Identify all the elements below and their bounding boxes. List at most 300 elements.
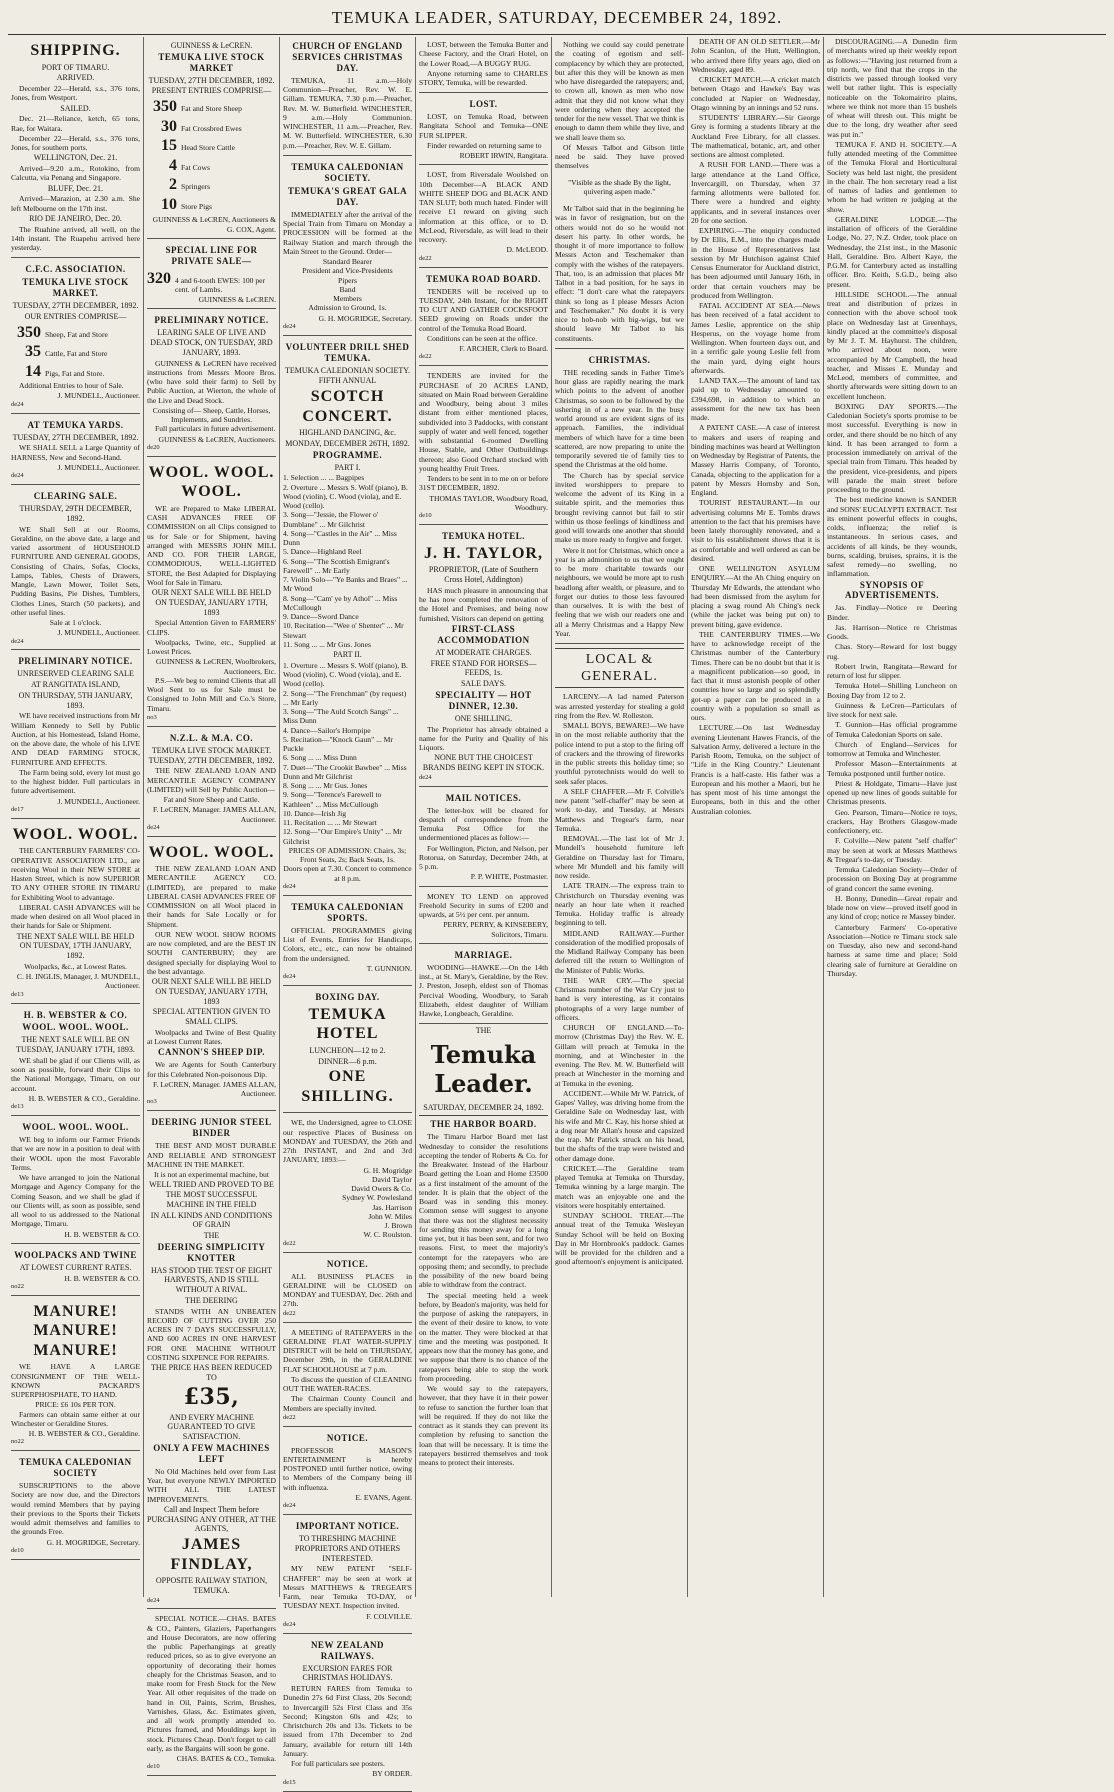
hotel-proprietor-name: J. H. TAYLOR, <box>424 544 543 562</box>
local-item: SUNDAY SCHOOL TREAT.—The annual treat of the Temuka Wesleyan Sunday School will be held on Boxing Day in Mr Hornbrook's paddock. Games will be provided for the children and a good afternoon's enjoyment is anticipated. <box>555 1211 684 1267</box>
marriage-title: MARRIAGE. <box>454 949 513 960</box>
church-title: CHURCH OF ENGLAND SERVICES CHRISTMAS DAY. <box>292 41 403 73</box>
gala-order-item: Standard Bearer <box>322 257 373 267</box>
hotel-text-3: NONE BUT THE CHOICEST BRANDS BEING KEPT IN STOCK. <box>422 753 545 773</box>
boxing-price: ONE SHILLING. <box>301 1068 394 1105</box>
private-sale-block <box>147 241 276 310</box>
guinness-livestock-block <box>147 37 276 239</box>
news-item: LECTURE.—On last Wednesday evening Lieutenant Hawes Francis, of the Salvation Army, delivered a lecture in the Parish Room, Temuka, on the subject of "Life in the King Country." Lieutenant Francis is a half-caste. His father was a European and his mother a Maori, but he has spent most of his time amongst the Europeans, both in this and the other Australian colonies. <box>691 723 820 816</box>
wellington-heading: WELLINGTON, Dec. 21. <box>33 153 118 163</box>
geraldine-notice-title: NOTICE. <box>326 1258 369 1269</box>
entry-number: 350 <box>153 98 177 116</box>
yards-sig: J. MUNDELL, Auctioneer. <box>57 462 140 472</box>
programme-item: 3. Song—"Jessie, the Flower o' Dumblane" ... Mr Gilchrist <box>283 510 379 529</box>
news-item: TEMUKA F. AND H. SOCIETY.—A fully attended meeting of the Committee of the Temuka Floral and Horticultural Society was held last night, the president in the chair. The hon secretary read a list of names of ladies and gentlemen to whom he had written re judging at the show. <box>827 139 957 214</box>
yards-date: TUESDAY, 27TH DECEMBER, 1892. <box>12 432 139 442</box>
news-item: BOXING DAY SPORTS.—The Caledonian Society's sports promise to be most successful. Everything is now in order, and there should be no hitch of any kind. It has been arranged to form a procession immediately on arrival of the special train from Timaru. This headed by the president, vice-presidents, and pipers will parade the main street before proceeding to the ground. <box>827 401 957 494</box>
sheep-dip-text: We are Agents for South Canterbury for this Celebrated Non-poisonous Dip. <box>147 1060 276 1079</box>
programme-item: 12. Song—"Our Empire's Unity" ... Mr Gilchrist <box>283 827 403 846</box>
harbor-board-heading: THE HARBOR BOARD. <box>430 1119 537 1130</box>
clearing-sig: J. MUNDELL, Auctioneer. <box>57 628 140 638</box>
ad-code: de13 <box>11 1103 24 1111</box>
mail-sig: P. P. WHITE, Postmaster. <box>470 872 548 882</box>
g-livestock-date: TUESDAY, 27TH DECEMBER, 1892. <box>148 75 275 85</box>
hotel-stand: FREE STAND FOR HORSES—FEEDS, 1s. <box>430 658 537 678</box>
nzl-wool-sig: F. LeCREN, Manager. JAMES ALLAN, Auctioneer. <box>153 1079 276 1099</box>
threshing-sub: TO THRESHING MACHINE PROPRIETORS AND OTHERS INTERESTED. <box>294 1534 401 1563</box>
synopsis-item: Geo. Pearson, Timaru—Notice re toys, crackers, Hay Brothers Glasgow-made confectionery, etc. <box>827 807 957 836</box>
closing-name: Sydney W. Powlesland <box>342 1193 412 1203</box>
concert-sub: HIGHLAND DANCING, &c. <box>299 428 396 438</box>
programme-item: 5. Dance—Highland Reel <box>283 547 362 557</box>
programme-item: 9. Song—"Terence's Farewell to Kathleen" ... Miss McCullough <box>283 790 382 809</box>
ad-code: de22 <box>419 353 432 361</box>
money-sig: PERRY, PERRY, & KINSEBERY, Solicitors, Timaru. <box>443 920 548 939</box>
sports-text: OFFICIAL PROGRAMMES giving List of Events, Entries for Handicaps, Colors, etc., etc., can now be obtained from the undersigned. <box>283 925 412 963</box>
lost-slipper-sig: ROBERT IRWIN, Rangitata. <box>459 151 548 161</box>
ad-code: de24 <box>283 973 296 980</box>
news-item: The best medicine known is SANDER and SONS' EUCALYPTI EXTRACT. Test its eminent powerful effects in coughs, colds, influenza; the relief is instantaneous. In serious cases, and accidents of all kinds, be they wounds, burns, scalding, bruises, sprains, it is the safest remedy—no swelling, no inflammation. <box>827 495 957 579</box>
concert-annual: FIFTH ANNUAL <box>318 376 377 386</box>
wool2-text-2: We have arranged to join the National Mortgage and Agency Company for the Coming Season, and we shall be glad if our Clients will, as soon as possible, send all wool to us addressed to the National Mortgage, Timaru. <box>11 1173 140 1229</box>
prelim-date: ON THURSDAY, 5TH JANUARY, 1893. <box>18 690 133 710</box>
boxing-block <box>283 988 412 1114</box>
programme-item: 8. Song—"Cam' ye by Athol" ... Miss McCullough <box>283 593 398 612</box>
mason-text: PROFESSOR MASON'S ENTERTAINMENT is hereby POSTPONED until further notice, owing to Members of the Company being ill with influenza. <box>283 1445 412 1492</box>
rio-text: The Ruahine arrived, all well, on the 14th instant. The Ruapehu arrived here yesterday. <box>11 224 140 253</box>
leader-the: THE <box>475 1026 492 1036</box>
entry-number: 350 <box>17 323 41 341</box>
concert-venue: VOLUNTEER DRILL SHED TEMUKA. <box>285 341 410 363</box>
deering-the-2: THE DEERING <box>185 1295 238 1305</box>
editorial-paragraph: The Timaru Harbor Board met last Wednesday to consider the resolutions accepting the tender of Roberts & Co. for the Breakwater. Instead of the Harbour Board getting the Loan and Home £3500 as a first instalment of the amount of the tender. It is plain that the object of the Board was in sending this money. Common sense will suggest to anyone that there was not the slightest necessity for sending this money away for a long time yet, but it has been sent, and for two reasons. First, to meet the majority's contempt for the ratepayers who are opposing them; and secondly, to preclude the possibility of the new board being able to withdraw from the contract. <box>419 1132 548 1290</box>
closing-name: David Taylor <box>371 1174 412 1184</box>
hotel-text: HAS much pleasure in announcing that he has now completed the renovation of the Hotel and Premises, and being now furnished, Visitors can depend on getting <box>419 585 548 623</box>
synopsis-item: Jas. Harrison—Notice re Christmas Goods. <box>827 622 957 642</box>
christmas-title: CHRISTMAS. <box>588 354 651 365</box>
hotel-moderate: AT MODERATE CHARGES. <box>435 647 532 657</box>
local-item: MIDLAND RAILWAY.—Further consideration of the modified proposals of the Midland Railway Company has been deferred till the return to Wellington of the Minister of Public Works. <box>555 928 684 975</box>
programme-item: 1. Overture ... Messrs S. Wolf (piano), B. Wood (violin), C. Wood (viola), and E. Wood (cello). <box>283 660 408 689</box>
gala-order-item: President and Vice-Presidents <box>302 266 393 276</box>
local-item: A SELF CHAFFER.—Mr F. Colville's new patent "self-chaffer" may be seen at work to-day, and Tuesday, at Messrs Matthews and Tregear's farm, near Temuka. <box>555 786 684 833</box>
concert-prices: PRICES OF ADMISSION: Chairs, 3s; Front Seats, 2s; Back Seats, 1s. <box>288 845 407 865</box>
private-sale-title: SPECIAL LINE FOR PRIVATE SALE— <box>165 244 258 266</box>
bates-block <box>147 1611 276 1776</box>
ad-code: no3 <box>147 1098 157 1106</box>
boxing-dinner: DINNER—6 p.m. <box>318 1056 377 1066</box>
nzl-wool-block <box>147 839 276 1112</box>
synopsis-item: Church of England—Services for tomorrow at Temuka and Winchester. <box>827 739 957 759</box>
entry-text: Fat Cows <box>181 162 210 172</box>
deering-guarantee: AND EVERY MACHINE GUARANTEED TO GIVE SATISFACTION. <box>167 1412 256 1442</box>
local-item: CRICKET.—The Geraldine team played Temuka at Temuka on Thursday, Temuka winning by a large margin. The match was an enjoyable one and the visitors were hospitably entertained. <box>555 1163 684 1210</box>
ad-code: no22 <box>11 1282 24 1290</box>
programme-item: 10. Recitation—"Wee o' Shenter" ... Mr Stewart <box>283 621 404 640</box>
editorial-paragraph: The special meeting held a week before, by Beadon's majority, was held for the purpose of asking the ratepayers, in the event of their desire to know, to vote on the matter. They were blocked at that time and the meeting was postponed. It appears now that the money has gone, and we suppose that there is no chance of the ratepayers being able to stop the work from proceeding. <box>419 1290 548 1383</box>
wool-next: THE NEXT SALE WILL BE HELD ON TUESDAY, 17TH JANUARY, 1892. <box>16 931 135 961</box>
g-wool-special: Special Attention Given to FARMERS' CLIPS. <box>147 618 276 637</box>
mail-text: The letter-box will be cleared for despatch of correspondence from the Temuka Post Office for the undermentioned places as follow:— <box>419 805 548 843</box>
concert-block <box>283 338 412 896</box>
news-item: CRICKET MATCH.—A cricket match between Otago and Hawke's Bay was concluded at Napier on Wednesday, Otago winning by an innings and 52 runs. <box>691 75 820 112</box>
ad-code: de24 <box>11 472 24 480</box>
g-wool-text: WE are Prepared to Make LIBERAL CASH ADVANCES FREE OF COMMISSION on all Clips consigned to us for Sale or for Shipment, having arranged with MESSRS JOHN MILL AND CO. FOR THEIR LARGE, COMMODIOUS, WELL-LIGHTED STORE, the Best Adapted for Displaying Wool for Sale in Timaru. <box>147 503 276 587</box>
sports-title: TEMUKA CALEDONIAN SPORTS. <box>291 901 404 923</box>
threshing-block <box>283 1517 412 1634</box>
entry-text: Store Pigs <box>181 201 213 211</box>
railways-text-2: For full particulars see posters. <box>291 1759 385 1769</box>
land-tender-block <box>419 368 548 525</box>
wool-text-2: LIBERAL CASH ADVANCES will be made when desired on all Wool placed in their hands for Sale or Shipment. <box>11 902 140 931</box>
private-sale-sig: GUINNESS & LeCREN. <box>198 295 276 305</box>
clearing-block <box>11 487 140 650</box>
entry-text: Head Store Cattle <box>181 143 235 153</box>
local-item: LATE TRAIN.—The express train to Christchurch on Thursday evening was nearly an hour late when it reached Temuka. Holiday traffic is already beginning to tell. <box>555 881 684 928</box>
christmas-paragraph: THE receding sands in Father Time's hour glass are rapidly nearing the mark which points to the advent of another Christmas, so soon to be followed by the ushering in of a new year. In the busy world around us are evident signs of its approach. Families, the individual members of which have for a time been scattered, are now preparing to unite the temporarily severed tie of family ties to spend the Christmas at the old home. <box>555 367 684 470</box>
gala-block <box>283 158 412 336</box>
ad-code: de24 <box>283 1620 296 1628</box>
woolpacks-line: Woolpacks, &c., at Lowest Rates. <box>24 961 127 971</box>
ad-code: de24 <box>283 882 296 890</box>
wool2-title: WOOL. WOOL. WOOL. <box>22 1122 129 1133</box>
programme-item: 11. Recitation ... ... Mr Stewart <box>283 818 377 828</box>
money-text: MONEY TO LEND on approved Freehold Security in sums of £200 and upwards, at 5½ per cent. per annum. <box>419 891 548 920</box>
lost-dog-sig: D. McLEOD. <box>506 245 548 255</box>
masthead: TEMUKA LEADER, SATURDAY, DECEMBER 24, 1892. <box>8 6 1106 35</box>
manure-price: PRICE: £6 10s PER TON. <box>35 1400 116 1410</box>
sports-block <box>283 898 412 986</box>
concert-doors: Doors open at 7.30. Concert to commence at 8 p.m. <box>283 864 412 883</box>
entry-number: 320 <box>147 269 171 287</box>
closing-block <box>283 1115 412 1252</box>
programme-item: 7. Duet—"The Crookit Bawbee" ... Miss Dunn and Mr Gilchrist <box>283 762 407 781</box>
nzl-market: TEMUKA LIVE STOCK MARKET. TUESDAY, 27TH DECEMBER, 1892. <box>148 745 275 765</box>
gala-order-item: Members <box>333 294 362 304</box>
manure-title: MANURE! MANURE! MANURE! <box>33 1302 118 1359</box>
editorial-continued <box>555 37 684 349</box>
closing-text: WE, the Undersigned, agree to CLOSE our respective Places of Business on MONDAY and TUESDAY, the 26th and 27th INSTANT, and 2nd and 3rd JANUARY, 1893:— <box>283 1118 412 1165</box>
prelim-sig: J. MUNDELL, Auctioneer. <box>57 796 140 806</box>
entry-row <box>147 195 276 215</box>
additional-entries: Additional Entries to hour of Sale. <box>19 381 124 391</box>
programme-item: 9. Dance—Sword Dance <box>283 612 359 622</box>
threshing-sig: F. COLVILLE. <box>366 1611 412 1621</box>
programme-item: 4. Dance—Sailor's Hornpipe <box>283 725 371 735</box>
ratepayers-text: A MEETING of RATEPAYERS in the GERALDINE FLAT WATER-SUPPLY DISTRICT will be held on THURSDAY, December 29th, in the GERALDINE FLAT SCHOOLHOUSE at 7 p.m. <box>283 1327 412 1374</box>
entry-row <box>147 269 276 295</box>
deering-block <box>147 1113 276 1609</box>
ad-code: no3 <box>147 713 157 721</box>
land-tender-text-2: Tenders to be sent in to me on or before 31ST DECEMBER, 1892. <box>419 474 548 493</box>
programme-item: 11. Song ... ... Mr Gus. Jones <box>283 639 371 649</box>
clearing-sale-time: Sale at 1 o'clock. <box>49 618 102 627</box>
woolpacks-sig: H. B. WEBSTER & CO. <box>64 1273 140 1283</box>
railways-text: RETURN FARES from Temuka to Dunedin 27s 6d First Class, 20s Second; to Invercargill 52s First Class and 35s Second; Kingston 60s and 42s; to Christchurch 20s and 13s. Tickets to be issued from 17th December to 2nd January, available for return till 14th January. <box>283 1684 412 1758</box>
entry-row <box>11 342 140 362</box>
entry-number: 4 <box>169 156 177 174</box>
news-item: DEATH OF AN OLD SETTLER.—Mr John Scanlon, of the Hutt, Wellington, who arrived there fifty years ago, died on Wednesday, aged 89. <box>691 37 820 74</box>
wellington-text: Arrived—9.20 a.m., Rotokino, from Calcutta, via Penang and Singapore. <box>11 164 140 183</box>
synopsis-item: Temuka Caledonian Society—Order of procession on Boxing Day at programme of grand concert the same evening. <box>827 865 957 893</box>
arrived-label: ARRIVED. <box>56 73 95 83</box>
entry-row <box>147 97 276 117</box>
manure-text-2: Farmers can obtain same either at our Winchester or Geraldine Stores. <box>11 1409 140 1428</box>
g-livestock-title: TEMUKA LIVE STOCK MARKET <box>158 51 265 73</box>
ad-code: no22 <box>11 1438 24 1446</box>
nzl-wool-text-3: Woolpacks and Twine of Best Quality at Lowest Current Rates. <box>147 1027 276 1047</box>
concert-title: SCOTCH CONCERT. <box>302 388 393 425</box>
programme-item: 6. Song—"The Scottish Emigrant's Farewell" ... Mr Early <box>283 556 390 575</box>
railways-sub: EXCURSION FARES FOR CHRISTMAS HOLIDAYS. <box>302 1663 393 1683</box>
clearing-date: THURSDAY, 29TH DECEMBER, 1892. <box>19 504 132 523</box>
ad-code: de10 <box>11 1546 24 1554</box>
synopsis-item: Temuka Hotel—Shilling Luncheon on Boxing Day from 12 to 2. <box>827 681 957 700</box>
synopsis-item: Priest & Holdgate, Timaru—Have just opened up new lines of goods suitable for Christmas presents. <box>827 778 957 807</box>
mail-title: MAIL NOTICES. <box>445 792 522 803</box>
railways-block <box>283 1636 412 1792</box>
closing-name: W. C. Roulston. <box>363 1230 412 1240</box>
deering-only: ONLY A FEW MACHINES LEFT <box>153 1442 270 1464</box>
column-6 <box>688 37 824 1597</box>
leader-date: SATURDAY, DECEMBER 24, 1892. <box>419 1103 548 1117</box>
programme-item: 10. Dance—Irish Jig <box>283 808 347 818</box>
prelim-sub-1: UNRESERVED CLEARING SALE <box>17 669 134 679</box>
synopsis-item: Guinness & LeCren—Particulars of live stock for next sale. <box>827 700 957 720</box>
lost-slipper-block <box>419 95 548 165</box>
ad-code: de22 <box>283 1413 296 1421</box>
ad-code: de22 <box>419 254 432 262</box>
nzl-text: THE NEW ZEALAND LOAN AND MERCANTILE AGENCY COMPANY (LIMITED) will Sell by Public Auction— <box>147 766 276 794</box>
nzl-sig: F. LeCREN, Manager. JAMES ALLAN, Auctioneer. <box>153 805 276 824</box>
g-wool-block <box>147 459 276 727</box>
rio-heading: RIO DE JANEIRO, Dec. 20. <box>29 213 122 223</box>
railways-title: NEW ZEALAND RAILWAYS. <box>310 1639 385 1661</box>
news-item: A RUSH FOR LAND.—There was a large attendance at the Land Office, Invercargill, on Thursday, when 37 farming allotments were balloted for. There were a hundred and eighty applicants, and in several instances over 20 for one section. <box>691 160 820 225</box>
g-wool-next: OUR NEXT SALE WILL BE HELD ON TUESDAY, JANUARY 17TH, 1893 <box>151 588 272 617</box>
programme-item: 1. Selection ... ... Bagpipes <box>283 473 365 483</box>
arrived-text: December 22—Herald, s.s., 376 tons, Jones, from Westport. <box>11 84 140 103</box>
gala-order-item: Pipers <box>338 275 357 285</box>
news-item: LAND TAX.—The amount of land tax paid up to Wednesday amounted to £394,698, in addition to which an assessment for the new tax has been made. <box>691 376 820 422</box>
land-tender-sig: THOMAS TAYLOR, Woodbury Road, Woodbury. <box>429 493 548 512</box>
news-item: A PATENT CASE.—A case of interest to makers and users of reaping and binding machines was heard at Wellington on Wednesday by Registrar of Patents, the Massey Harris Company, of Toronto, Canada, objecting to the application for a patent by Messrs Hornsby and Son, England. <box>691 423 820 497</box>
entry-text: Sheep, Fat and Store <box>45 329 108 339</box>
wool-block <box>11 821 140 1004</box>
editorial-quote: "Visible as the shade By the light, quivering aspen made." <box>568 178 671 197</box>
news-item: FATAL ACCIDENT AT SEA.—News has been received of a fatal accident to James Leslie, apprentice on the ship Hesperus, on the voyage home from Wellington. When fourteen days out, and in a terrific gale young Leslie fell from the main yard, dying eight hours afterwards. <box>691 301 820 375</box>
nzl-title: N.Z.L. & M.A. CO. <box>169 732 254 743</box>
entry-text: 4 and 6-tooth EWES: 100 per cent. of Lambs. <box>175 275 266 294</box>
synopsis-item: H. Bonny, Dunedin—Great repair and blade now on view—proved itself good in any kind of crop; notice re Massey binder. <box>827 893 957 922</box>
part-2-heading: PART II. <box>333 650 362 660</box>
entry-text: Springers <box>181 182 211 192</box>
lost-slipper-title: LOST. <box>469 99 498 110</box>
closing-name: Jas. Harrison <box>372 1202 412 1212</box>
programme-item: 6. Song ... ... Miss Dunn <box>283 753 357 763</box>
news-item: HILLSIDE SCHOOL.—The annual treat and distribution of prizes in connection with the above school took place on Wednesday last at Greenhays, kindly placed at the committee's disposal by Mr J. T. M. Hayhurst. The children, who arrived about noon, were accompanied by Mr Campbell, the head teacher, and Misses E. Munday and McLeod, members of committee, and shortly afterwards were sitting down to an excellent luncheon. <box>827 289 957 401</box>
land-tender-text: TENDERS are invited for the PURCHASE of 20 ACRES LAND, situated on Main Road between Geraldine and Woodbury, being about 3 miles distant from either mentioned places, subdivided into 3 Paddocks, with constant supply of water and well fenced, together with substantial 6-roomed Dwelling House, Stable, and Other Outbuildings thereon; also Good Orchard stocked with young healthy Fruit Trees. <box>419 371 548 473</box>
nzl-sheep: Fat and Store Sheep and Cattle. <box>163 795 260 805</box>
synopsis-item: Robert Irwin, Rangitata—Reward for return of lost fur slipper. <box>827 661 957 681</box>
g-prelim-sig: GUINNESS & LeCREN, Auctioneers. <box>158 434 276 444</box>
caledonian-subs-title: TEMUKA CALEDONIAN SOCIETY <box>19 1457 132 1479</box>
leader-editorial <box>419 1026 548 1467</box>
deering-opp: OPPOSITE RAILWAY STATION, TEMUKA. <box>155 1576 268 1595</box>
deering-old: No Old Machines held over from Last Year, but everyone NEWLY IMPORTED WITH ALL THE LATEST IMPROVEMENTS. <box>147 1466 276 1504</box>
mason-sig: E. EVANS, Agent. <box>355 1492 412 1502</box>
lost-rug-text-2: Anyone returning same to CHARLES STORY, Temuka, will be rewarded. <box>419 68 548 87</box>
livestock-date: TUESDAY, 27TH DECEMBER, 1892. <box>12 301 139 311</box>
road-board-sig: F. ARCHER, Clerk to Board. <box>459 344 548 354</box>
caledonian-subs-text: SUBSCRIPTIONS to the above Society are now due, and the Directors would remind Members that by paying their previous to the Sports their Tickets would admit themselves and families to the grounds Free. <box>11 1481 140 1537</box>
wool2-sig: H. B. WEBSTER & CO. <box>64 1229 140 1239</box>
closing-name: David Owers & Co. <box>351 1184 412 1194</box>
column-7 <box>824 37 960 1597</box>
entry-number: 15 <box>161 137 177 155</box>
boxing-luncheon: LUNCHEON—12 to 2. <box>309 1045 386 1055</box>
entry-number: 14 <box>25 362 41 380</box>
webster-next: THE NEXT SALE WILL BE ON TUESDAY, JANUARY 17TH, 1893. <box>16 1035 135 1055</box>
gala-order-item: Band <box>339 284 356 294</box>
editorial-paragraph: Of Messrs Talbot and Gibson little need be said. They have proved themselves <box>555 142 684 171</box>
part-1-heading: PART I. <box>334 462 361 472</box>
lost-slipper-text: LOST, on Temuka Road, between Rangitata School and Temuka—ONE FUR SLIPPER. <box>419 112 548 140</box>
gala-title: TEMUKA'S GREAT GALA DAY. <box>287 185 408 207</box>
livestock-title: TEMUKA LIVE STOCK MARKET. <box>22 277 129 299</box>
deering-price-label: THE PRICE HAS BEEN REDUCED TO <box>151 1363 272 1382</box>
clearing-title: CLEARING SALE. <box>33 491 118 502</box>
ad-code: de22 <box>283 1309 296 1317</box>
hotel-block <box>419 527 548 787</box>
news-item: DISCOURAGING.—A Dunedin firm of merchants wired up their weekly report as follows:—"Having just returned from a trip north, we find that the crops in the districts we passed through looked very well but rather light. This is especially noticeable on the Tokomairiro plains, where we think not more than 15 bushels of wheat will thresh out. This might be due to the long, dry weather after seed was put in." <box>827 37 957 139</box>
prelim-title: PRELIMINARY NOTICE. <box>18 656 133 667</box>
christmas-paragraph: The Church has by special service invited worshippers to prepare to welcome the advent of its King in a suitable spirit, and the memories thus brought reviving cannot but fail to stir within us those feelings of kindliness and good will towards one another that should make us more ready to forgive and forget. <box>555 470 684 545</box>
ad-code: de20 <box>147 443 160 451</box>
bluff-text: Arrived—Marazion, at 2.30 a.m. She left Melbourne on the 17th inst. <box>11 194 140 213</box>
shipping-block <box>11 37 140 258</box>
local-general-block <box>555 648 684 1266</box>
g-prelim-title: PRELIMINARY NOTICE. <box>154 315 269 326</box>
ratepayers-text-2: To discuss the question of CLEANING OUT THE WATER-RACES. <box>283 1374 412 1394</box>
lost-rug-block <box>419 37 548 93</box>
deering-call: Call and Inspect Them before PURCHASING ANY OTHER, AT THE AGENTS, <box>147 1504 276 1534</box>
ad-code: de22 <box>283 1239 296 1247</box>
woolpacks-title: WOOLPACKS AND TWINE <box>14 1249 137 1260</box>
boxing-title: BOXING DAY. <box>315 991 380 1002</box>
g-prelim-sub: LEARING SALE OF LIVE AND DEAD STOCK, ON TUESDAY, 3RD JANUARY, 1893. <box>150 328 273 357</box>
road-board-text-2: Conditions can be seen at the office. <box>427 333 538 343</box>
news-item: TOURIST RESTAURANT.—In our advertising columns Mr E. Tombs draws attention to the fact that his premises have been lately thoroughly renovated, and a visit to his establishment shows that it is as comfortable and well ordered as can be desired. <box>691 498 820 563</box>
g-wool-sig: GUINNESS & LeCREN, Woolbrokers, Auctioneers, Etc. <box>155 657 276 676</box>
programme-item: 7. Violin Solo—"Ye Banks and Braes" ... Mr Wood <box>283 575 408 594</box>
nzl-wool-special: SPECIAL ATTENTION GIVEN TO SMALL CLIPS. <box>152 1007 271 1027</box>
road-board-title: TEMUKA ROAD BOARD. <box>426 273 541 284</box>
deering-price: £35, <box>183 1383 240 1410</box>
threshing-title: IMPORTANT NOTICE. <box>295 1521 400 1532</box>
ad-code: de24 <box>11 400 24 408</box>
mail-block <box>419 789 548 887</box>
deering-title: DEERING JUNIOR STEEL BINDER <box>151 1117 272 1139</box>
entry-text: Fat Crossbred Ewes <box>181 123 242 133</box>
deering-the: THE <box>203 1231 220 1241</box>
entry-row <box>147 156 276 176</box>
local-item: CHURCH OF ENGLAND.—To-morrow (Christmas Day) the Rev. W. E. Gillam will preach at Temuka in the morning, and at Winchester in the evening. The Rev. M. W. Butterfield will preach at Winchester in the morning and at Temuka in the evening. <box>555 1023 684 1088</box>
synopsis-item: F. Colville—New patent "self chaffer" may be seen at work at Messrs Matthews & Tregear's to-day, or Tuesday. <box>827 836 957 864</box>
marriage-text: WOODING—HAWKE.—On the 14th inst., at St. Mary's, Geraldine, by the Rev. J. Preston, Joseph, eldest son of Thomas Percival Wooding, Woodbury, to Sarah Elizabeth, eldest daughter of William Hawke, Longbeach, Geraldine. <box>419 962 548 1019</box>
deering-record: STANDS WITH AN UNBEATEN RECORD OF CUTTING OVER 250 ACRES IN 7 DAYS SUCCESSFULLY, AND 600 ACRES IN ONE HARVEST FOR ONE MACHINE WITHOUT COSTING SIXPENCE FOR REPAIRS. <box>147 1306 276 1362</box>
local-item: ACCIDENT.—While Mr W. Patrick, of Gapes' Valley, was driving home from the Geraldine Sale on Wednesday last, with his wife and Mr C. Kay, his horse shied at a dog near Mr Allan's house and capsized the trap. Mr Patrick struck on his head, but the shafts of the trap were twisted and other damage done. <box>555 1088 684 1163</box>
boxing-hotel: TEMUKA HOTEL <box>308 1005 387 1043</box>
wool-text: THE CANTERBURY FARMERS' CO-OPERATIVE ASSOCIATION LTD., are receiving Wool in their NEW STORE at Hasten Street, which is now SUPERIOR TO ANY OTHER STORE IN TIMARU for Exhibiting Wool to advantage. <box>11 846 140 902</box>
local-item: SMALL BOYS, BEWARE!—We have in on the most reliable authority that the police intend to put a stop to the firing off of crackers and the throwing of fireworks in the public streets this holiday time; so youthful pyrotechnists would do well to seek safer places. <box>555 721 684 786</box>
programme-item: 4. Song—"Castles in the Air" ... Miss Dunn <box>283 528 397 548</box>
column-1 <box>8 37 144 1597</box>
lost-dog-text: LOST, from Riversdale Woolshed on 10th December—A BLACK AND WHITE SHEEP DOG and BLACK AND TAN SLUT; both much hated. Finder will receive £1 reward on giving such information at this office, or to D. McLeod, Riversdale, as will lead to their recovery. <box>419 170 548 245</box>
column-4 <box>416 37 552 1597</box>
nzl-wool-text: THE NEW ZEALAND LOAN AND MERCANTILE AGENCY CO. (LIMITED), are prepared to make LIBERAL CASH ADVANCES FREE OF COMMISSION on all Wool placed in their hands for Sale Locally or for Shipment. <box>147 864 276 929</box>
mail-text-2: For Wellington, Picton, and Nelson, per Rotorua, on Saturday, December 24th, at 5 p.m. <box>419 843 548 872</box>
gala-text: IMMEDIATELY after the arrival of the Special Train from Timaru on Monday a PROCESSION will be formed at the Railway Station and march through the Main Street to the Ground. Order— <box>283 209 412 256</box>
entry-number: 10 <box>161 195 177 213</box>
money-block <box>419 889 548 944</box>
synopsis-title: SYNOPSIS OF ADVERTISEMENTS. <box>845 579 939 601</box>
hotel-first-class: FIRST-CLASS ACCOMMODATION <box>437 623 530 645</box>
column-2 <box>144 37 280 1771</box>
wool2-text: WE beg to inform our Farmer Friends that we are now in a position to deal with their WOOL upon the most Favorable Terms. <box>11 1135 140 1172</box>
yards-title: AT TEMUKA YARDS. <box>27 419 124 430</box>
ad-code: de10 <box>147 1763 160 1771</box>
entry-number: 30 <box>161 117 177 135</box>
geraldine-notice-block <box>283 1255 412 1323</box>
entry-row <box>147 117 276 137</box>
ad-code: de24 <box>11 637 24 645</box>
synopsis-item: Jas. Findlay—Notice re Deering Binder. <box>827 603 957 622</box>
editorial-paragraph: Nothing we could say could penetrate the coating of egotism and self-complacency by which they are protected, but after this they will be known as men who have disregarded the ratepayers; and, to crown all, known as men who now admit that they did not know what they were ordering when they accepted the tender for the new vessel. That we think is enough to damn them while they live, and we shall leave them so. <box>555 40 684 142</box>
local-general-title: LOCAL & GENERAL. <box>555 648 684 688</box>
livestock-entries: OUR ENTRIES COMPRISE— <box>24 311 127 321</box>
prelim-text-2: The Farm being sold, every lot must go to the highest bidder. Full particulars in future advertisement. <box>11 767 140 796</box>
lost-rug-text: LOST, between the Temuka Butter and Cheese Factory, and the Orari Hotel, on the Lower Road,—A BUGGY RUG. <box>419 40 548 68</box>
deering-text-2: It is not an experimental machine, but <box>154 1170 269 1180</box>
deering-text-3: WELL TRIED AND PROVED TO BE THE MOST SUCCESSFUL MACHINE IN THE FIELD <box>149 1180 274 1209</box>
ad-code: de24 <box>283 1502 296 1510</box>
gala-society: TEMUKA CALEDONIAN SOCIETY. <box>291 161 404 183</box>
webster-sig: H. B. WEBSTER & CO., Geraldine. <box>28 1093 140 1103</box>
entry-row <box>147 136 276 156</box>
deering-knotter-text: HAS STOOD THE TEST OF EIGHT HARVESTS, AND IS STILL WITHOUT A RIVAL. <box>151 1265 272 1295</box>
entry-number: 35 <box>25 343 41 361</box>
deering-agent: JAMES FINDLAY, <box>170 1536 253 1573</box>
hotel-sale-days: SALE DAYS. <box>460 679 507 689</box>
caledonian-subs-block <box>11 1453 140 1560</box>
concert-society: TEMUKA CALEDONIAN SOCIETY. <box>285 365 410 375</box>
nzl-wool-next: OUR NEXT SALE WILL BE HELD ON TUESDAY, JANUARY 17TH, 1893 <box>151 977 272 1006</box>
manure-text: WE HAVE A LARGE CONSIGNMENT OF THE WELL-KNOWN PACKARD'S SUPERPHOSPHATE, TO HAND. <box>11 1362 140 1400</box>
entry-row <box>11 323 140 343</box>
local-item: THE WAR CRY.—The special Christmas number of the War Cry just to hand is very interesting, as it contains photographs of a very large number of officers. <box>555 975 684 1022</box>
threshing-text: MY NEW PATENT "SELF-CHAFFER" may be seen at work at Messrs MATTHEWS & TREGEAR'S Farm, near Temuka TO-DAY, or TUESDAY NEXT. Inspection invited. <box>283 1564 412 1611</box>
sheep-dip-title: CANNON'S SHEEP DIP. <box>158 1047 265 1058</box>
synopsis-item: Chas. Story—Reward for lost buggy rug. <box>827 642 957 661</box>
mason-block <box>283 1429 412 1515</box>
guinness-header: GUINNESS & LeCREN. <box>170 41 253 50</box>
hotel-title: TEMUKA HOTEL. <box>441 530 525 541</box>
ad-code: de10 <box>419 512 432 520</box>
column-5 <box>552 37 688 1597</box>
entry-text: Fat and Store Sheep <box>181 104 242 114</box>
local-item: LARCENY.—A lad named Paterson was arrested yesterday for stealing a gold ring from the Rev. W. Rolleston. <box>555 692 684 720</box>
